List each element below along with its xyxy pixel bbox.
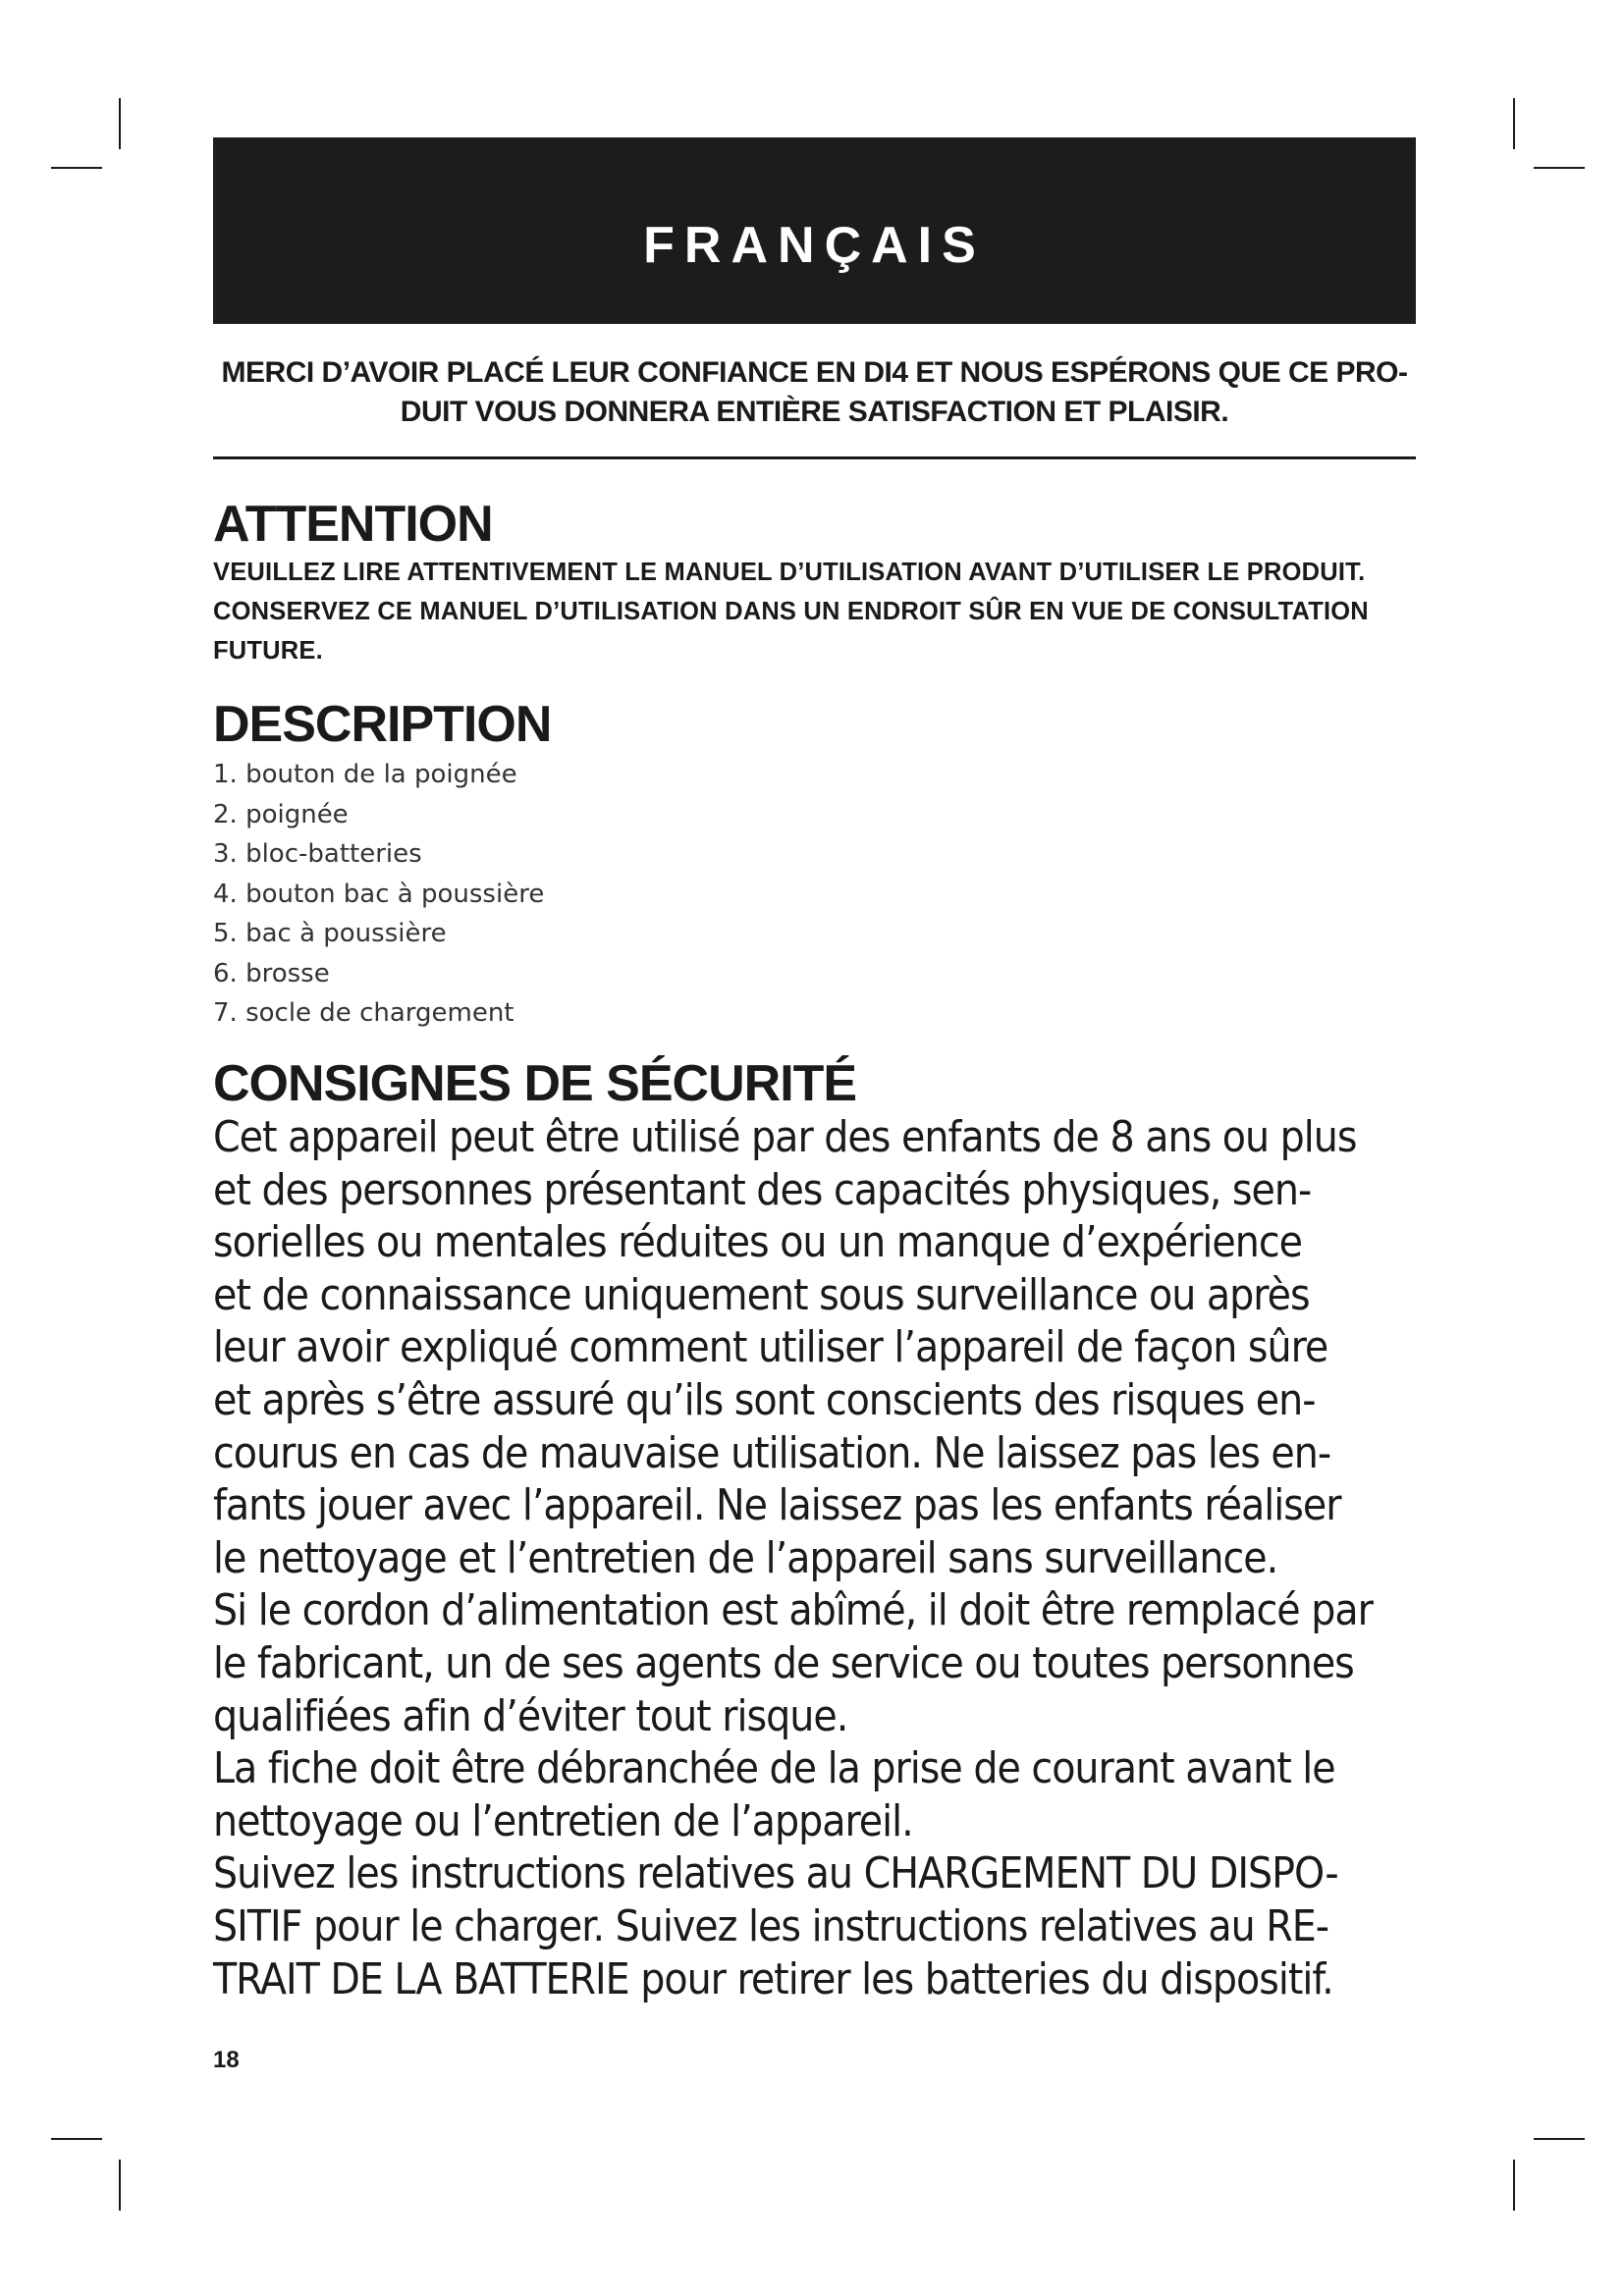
safety-line: nettoyage ou l’entretien de l’appareil.: [213, 1795, 913, 1846]
attention-line: FUTURE.: [213, 637, 323, 665]
safety-line: le nettoyage et l’entretien de l’appareil sans surveillance.: [213, 1532, 1278, 1583]
safety-line: Si le cordon d’alimentation est abîmé, il doit être remplacé par: [213, 1585, 1373, 1636]
attention-line: VEUILLEZ LIRE ATTENTIVEMENT LE MANUEL D’UTILISATION AVANT D’UTILISER LE PRODUIT.: [213, 559, 1366, 586]
safety-line: La fiche doit être débranchée de la prise de courant avant le: [213, 1743, 1335, 1794]
crop-mark-top-right-vertical: [1513, 98, 1515, 149]
crop-mark-top-right-horizontal: [1534, 167, 1585, 169]
safety-line: et des personnes présentant des capacités physiques, sen-: [213, 1164, 1312, 1215]
safety-line: Cet appareil peut être utilisé par des enfants de 8 ans ou plus: [213, 1112, 1357, 1162]
safety-text: [213, 1111, 1431, 2005]
crop-mark-bottom-right-horizontal: [1534, 2138, 1585, 2140]
attention-text: [213, 553, 1431, 670]
description-heading: DESCRIPTION: [213, 696, 552, 753]
intro-line: MERCI D’AVOIR PLACÉ LEUR CONFIANCE EN DI4 ET NOUS ESPÉRONS QUE CE PRO-: [221, 356, 1408, 389]
intro-line: DUIT VOUS DONNERA ENTIÈRE SATISFACTION ET PLAISIR.: [400, 396, 1229, 428]
description-list: [213, 755, 544, 1034]
safety-line: et après s’être assuré qu’ils sont conscients des risques en-: [213, 1374, 1316, 1425]
crop-mark-bottom-left-vertical: [119, 2160, 121, 2211]
safety-line: SITIF pour le charger. Suivez les instructions relatives au RE-: [213, 1900, 1329, 1951]
list-item: 5. bac à poussière: [213, 919, 447, 948]
safety-line: TRAIT DE LA BATTERIE pour retirer les batteries du dispositif.: [213, 1953, 1333, 2004]
safety-line: le fabricant, un de ses agents de service ou toutes personnes: [213, 1637, 1354, 1688]
crop-mark-top-left-vertical: [119, 98, 121, 149]
safety-line: qualifiées afin d’éviter tout risque.: [213, 1690, 848, 1741]
list-item: 1. bouton de la poignée: [213, 760, 517, 789]
language-banner: [213, 137, 1416, 324]
safety-line: leur avoir expliqué comment utiliser l’appareil de façon sûre: [213, 1322, 1328, 1373]
attention-line: CONSERVEZ CE MANUEL D’UTILISATION DANS UN ENDROIT SÛR EN VUE DE CONSULTATION: [213, 598, 1369, 625]
safety-line: et de connaissance uniquement sous surveillance ou après: [213, 1269, 1310, 1320]
list-item: 3. bloc-batteries: [213, 839, 422, 869]
list-item: 2. poignée: [213, 799, 349, 829]
safety-line: sorielles ou mentales réduites ou un manque d’expérience: [213, 1217, 1302, 1268]
list-item: 7. socle de chargement: [213, 998, 514, 1028]
crop-mark-bottom-right-vertical: [1513, 2160, 1515, 2211]
safety-line: Suivez les instructions relatives au CHARGEMENT DU DISPO-: [213, 1848, 1338, 1899]
safety-line: fants jouer avec l’appareil. Ne laissez pas les enfants réaliser: [213, 1480, 1341, 1531]
language-title: FRANÇAIS: [643, 217, 986, 274]
intro-message: [213, 353, 1416, 432]
crop-mark-bottom-left-horizontal: [51, 2138, 102, 2140]
crop-mark-top-left-horizontal: [51, 167, 102, 169]
list-item: 4. bouton bac à poussière: [213, 879, 545, 909]
page-number: 18: [213, 2047, 240, 2073]
list-item: 6. brosse: [213, 958, 330, 988]
attention-heading: ATTENTION: [213, 496, 493, 553]
safety-line: courus en cas de mauvaise utilisation. Ne laissez pas les en-: [213, 1427, 1331, 1478]
divider: [213, 456, 1416, 459]
safety-heading: CONSIGNES DE SÉCURITÉ: [213, 1055, 857, 1112]
